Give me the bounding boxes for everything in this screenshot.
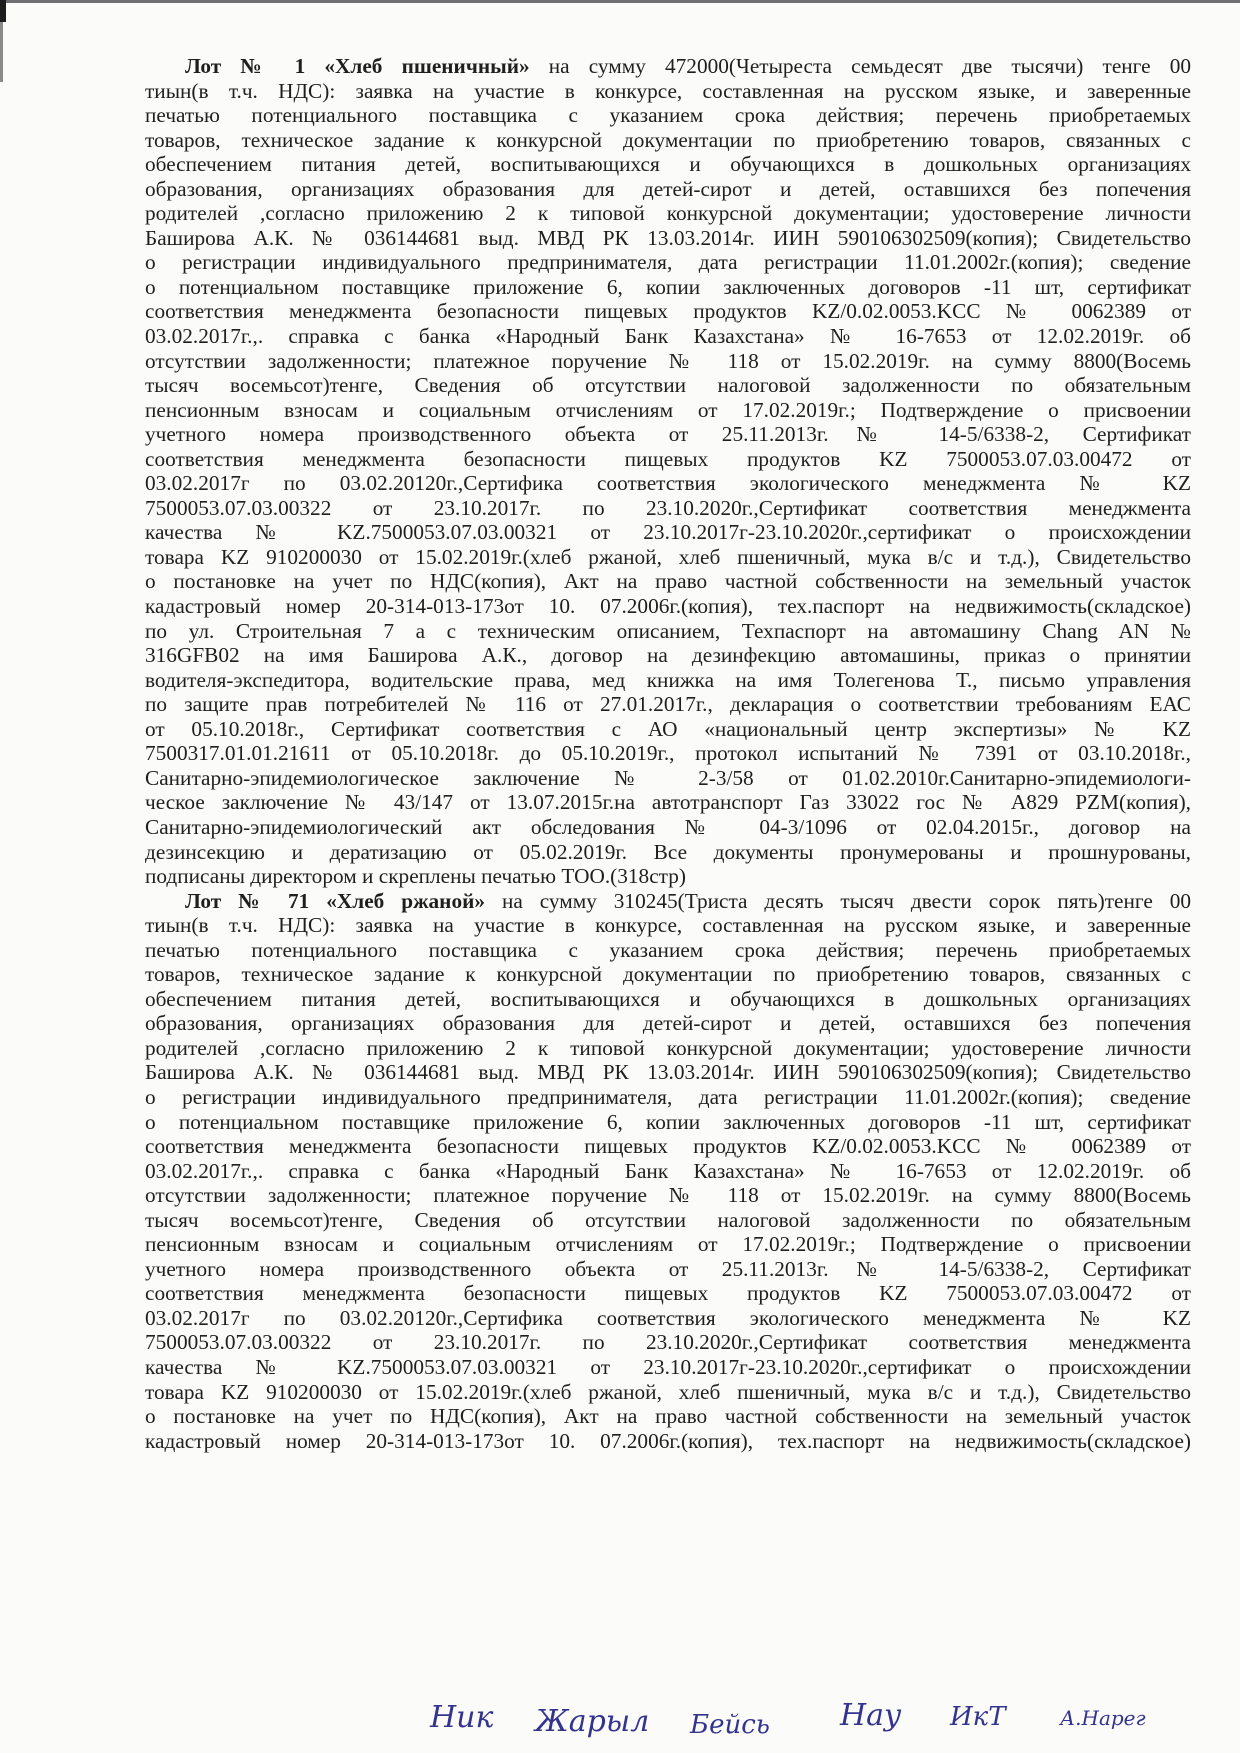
text-line: тиын(в т.ч. НДС): заявка на участие в конкурсе, составленная на русском языке, и заверенные xyxy=(145,78,1191,103)
text-line: товаров, техническое задание к конкурсной документации по приобретению товаров, связанных с xyxy=(145,962,1191,987)
text-line: от 05.10.2018г., Сертификат соответствия с АО «национальный центр экспертизы» № KZ xyxy=(145,716,1191,741)
text-line: кадастровый номер 20-314-013-173от 10. 07.2006г.(копия), тех.паспорт на недвижимость(складское) xyxy=(145,594,1191,619)
text-line: печатью потенциального поставщика с указанием срока действия; перечень приобретаемых xyxy=(145,937,1191,962)
lot-71-section xyxy=(145,889,1191,1454)
text-line: соответствия менеджмента безопасности пищевых продуктов KZ 7500053.07.03.00472 от xyxy=(145,446,1191,471)
text-line: о постановке на учет по НДС(копия), Акт на право частной собственности на земельный участок xyxy=(145,1404,1191,1429)
text-line: о регистрации индивидуального предпринимателя, дата регистрации 11.01.2002г.(копия); сведение xyxy=(145,250,1191,275)
text-line: товара KZ 910200030 от 15.02.2019г.(хлеб ржаной, хлеб пшеничный, мука в/с и т.д.), Свидетельство xyxy=(145,544,1191,569)
text-line: 03.02.2017г.,. справка с банка «Народный Банк Казахстана» № 16-7653 от 12.02.2019г. об xyxy=(145,1158,1191,1183)
signature: Нау xyxy=(840,1698,902,1733)
text-line: кадастровый номер 20-314-013-173от 10. 07.2006г.(копия), тех.паспорт на недвижимость(складское) xyxy=(145,1428,1191,1453)
text-line: пенсионным взносам и социальным отчислениям от 17.02.2019г.; Подтверждение о присвоении xyxy=(145,1232,1191,1257)
text-line: соответствия менеджмента безопасности пищевых продуктов KZ/0.02.0053.KCC № 0062389 от xyxy=(145,1134,1191,1159)
text-line: родителей ,согласно приложению 2 к типовой конкурсной документации; удостоверение личности xyxy=(145,201,1191,226)
signature: Жарыл xyxy=(535,1704,650,1739)
text-line: по ул. Строительная 7 а с техническим описанием, Техпаспорт на автомашину Chang AN № xyxy=(145,618,1191,643)
text-line: 316GFB02 на имя Баширова А.К., договор на дезинфекцию автомашины, приказ о принятии xyxy=(145,643,1191,668)
scan-edge xyxy=(0,0,1240,3)
text-line: водителя-экспедитора, водительские права, мед книжка на имя Толегенова Т., письмо управления xyxy=(145,667,1191,692)
text-line: учетного номера производственного объекта от 25.11.2013г.№ 14-5/6338-2, Сертификат xyxy=(145,1256,1191,1281)
text-line: образования, организациях образования для детей-сирот и детей, оставшихся без попечения xyxy=(145,1011,1191,1036)
text-line: дезинсекцию и дератизацию от 05.02.2019г. Все документы пронумерованы и прошнурованы, xyxy=(145,839,1191,864)
text-line: образования, организациях образования для детей-сирот и детей, оставшихся без попечения xyxy=(145,176,1191,201)
text-line: пенсионным взносам и социальным отчислениям от 17.02.2019г.; Подтверждение о присвоении xyxy=(145,397,1191,422)
text-line: 7500053.07.03.00322 от 23.10.2017г. по 23.10.2020г.,Сертификат соответствия менеджмента xyxy=(145,495,1191,520)
text-line: качества № KZ.7500053.07.03.00321 от 23.10.2017г-23.10.2020г.,сертификат о происхождении xyxy=(145,520,1191,545)
text-line: по защите прав потребителей № 116 от 27.01.2017г., декларация о соответствии требованиям ЕАС xyxy=(145,692,1191,717)
text-line: печатью потенциального поставщика с указанием срока действия; перечень приобретаемых xyxy=(145,103,1191,128)
text-line xyxy=(145,889,1191,914)
lot-heading: Лот № 1 «Хлеб пшеничный» xyxy=(185,54,530,78)
document-body xyxy=(145,54,1191,1453)
signature: Бейсь xyxy=(690,1710,770,1740)
signature: А.Нарег xyxy=(1060,1706,1146,1730)
signatures xyxy=(420,1700,1220,1750)
text-line: 7500053.07.03.00322 от 23.10.2017г. по 23.10.2020г.,Сертификат соответствия менеджмента xyxy=(145,1330,1191,1355)
text-line: 7500317.01.01.21611 от 05.10.2018г. до 05.10.2019г., протокол испытаний № 7391 от 03.10.2018г., xyxy=(145,741,1191,766)
text-line: товара KZ 910200030 от 15.02.2019г.(хлеб ржаной, хлеб пшеничный, мука в/с и т.д.), Свидетельство xyxy=(145,1379,1191,1404)
text-line: о потенциальном поставщике приложение 6, копии заключенных договоров -11 шт, сертификат xyxy=(145,274,1191,299)
lot-1-section xyxy=(145,54,1191,889)
text-line: подписаны директором и скреплены печатью ТОО.(318стр) xyxy=(145,864,686,889)
lot-amount-text: на сумму 310245(Триста десять тысяч двести сорок пять)тенге 00 xyxy=(485,888,1191,913)
signature: Ник xyxy=(430,1700,494,1735)
text-line: 03.02.2017г по 03.02.20120г.,Сертифика соответствия экологического менеджмента № KZ xyxy=(145,1305,1191,1330)
text-line: Санитарно-эпидемиологический акт обследования № 04-3/1096 от 02.04.2015г., договор на xyxy=(145,814,1191,839)
text-line: 03.02.2017г.,. справка с банка «Народный Банк Казахстана» № 16-7653 от 12.02.2019г. об xyxy=(145,324,1191,349)
lot-heading: Лот № 71 «Хлеб ржаной» xyxy=(185,888,486,913)
text-line: отсутствии задолженности; платежное поручение № 118 от 15.02.2019г. на сумму 8800(Восемь xyxy=(145,348,1191,373)
text-line: о постановке на учет по НДС(копия), Акт на право частной собственности на земельный участок xyxy=(145,569,1191,594)
text-line: соответствия менеджмента безопасности пищевых продуктов KZ/0.02.0053.KCC № 0062389 от xyxy=(145,299,1191,324)
text-line: учетного номера производственного объекта от 25.11.2013г.№ 14-5/6338-2, Сертификат xyxy=(145,422,1191,447)
text-line: тиын(в т.ч. НДС): заявка на участие в конкурсе, составленная на русском языке, и заверенные xyxy=(145,913,1191,938)
text-line: 03.02.2017г по 03.02.20120г.,Сертифика соответствия экологического менеджмента № KZ xyxy=(145,471,1191,496)
text-line: товаров, техническое задание к конкурсной документации по приобретению товаров, связанных с xyxy=(145,127,1191,152)
text-line: качества № KZ.7500053.07.03.00321 от 23.10.2017г-23.10.2020г.,сертификат о происхождении xyxy=(145,1354,1191,1379)
text-line: Баширова А.К. № 036144681 выд. МВД РК 13.03.2014г. ИИН 590106302509(копия); Свидетельство xyxy=(145,225,1191,250)
text-line: тысяч восемьсот)тенге, Сведения об отсутствии налоговой задолженности по обязательным xyxy=(145,373,1191,398)
text-line: соответствия менеджмента безопасности пищевых продуктов KZ 7500053.07.03.00472 от xyxy=(145,1281,1191,1306)
text-line: обеспечением питания детей, воспитывающихся и обучающихся в дошкольных организациях xyxy=(145,152,1191,177)
text-line: отсутствии задолженности; платежное поручение № 118 от 15.02.2019г. на сумму 8800(Восемь xyxy=(145,1183,1191,1208)
text-line: Баширова А.К. № 036144681 выд. МВД РК 13.03.2014г. ИИН 590106302509(копия); Свидетельство xyxy=(145,1060,1191,1085)
text-line: родителей ,согласно приложению 2 к типовой конкурсной документации; удостоверение личности xyxy=(145,1035,1191,1060)
scan-edge xyxy=(0,22,3,82)
text-line: тысяч восемьсот)тенге, Сведения об отсутствии налоговой задолженности по обязательным xyxy=(145,1207,1191,1232)
text-line xyxy=(145,54,1191,79)
signature: ИкТ xyxy=(950,1702,1006,1732)
text-line: о регистрации индивидуального предпринимателя, дата регистрации 11.01.2002г.(копия); сведение xyxy=(145,1084,1191,1109)
scan-edge xyxy=(0,0,6,22)
text-line: о потенциальном поставщике приложение 6, копии заключенных договоров -11 шт, сертификат xyxy=(145,1109,1191,1134)
text-line: Санитарно-эпидемиологическое заключение № 2-3/58 от 01.02.2010г.Санитарно-эпидемиологи- xyxy=(145,765,1191,790)
text-line: ческое заключение № 43/147 от 13.07.2015г.на автотранспорт Газ 33022 гос № А829 PZM(копия), xyxy=(145,790,1191,815)
lot-amount-text: на сумму 472000(Четыреста семьдесят две тысячи) тенге 00 xyxy=(529,54,1191,78)
text-line: обеспечением питания детей, воспитывающихся и обучающихся в дошкольных организациях xyxy=(145,986,1191,1011)
